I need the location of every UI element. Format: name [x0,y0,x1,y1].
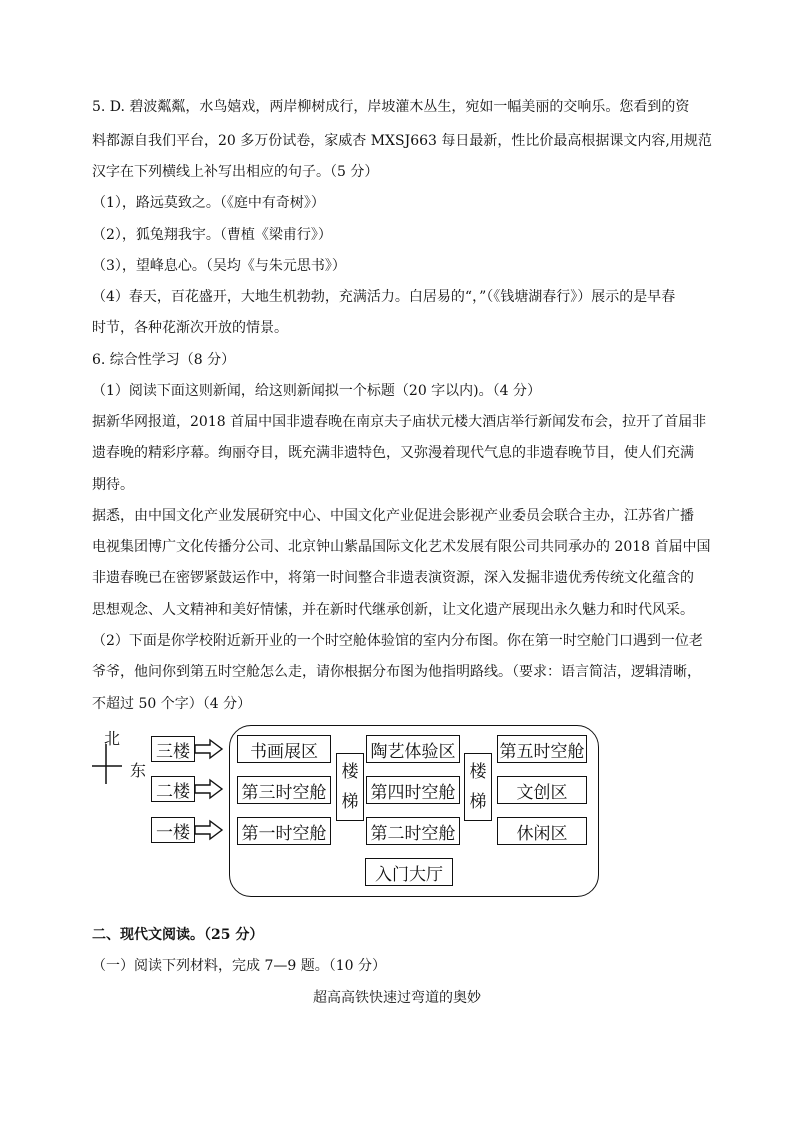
floor-1-label: 一楼 [151,817,195,843]
stairs-left-char-1: 楼 [341,762,359,782]
q6-news-p2-l1: 据悉，由中国文化产业发展研究中心、中国文化产业促进会影视产业委员会联合主办，江苏省广播 [92,508,694,524]
q5-line-1: 5. D. 碧波粼粼，水鸟嬉戏，两岸柳树成行，岸坡灌木丛生，宛如一幅美丽的交响乐。您看到的资 [92,99,690,115]
q6-sub2-l2: 爷爷，他问你到第五时空舱怎么走，请你根据分布图为他指明路线。（要求：语言简洁，逻辑清晰， [92,664,701,680]
stairs-left-char-2: 梯 [341,792,359,812]
compass-east-label: 东 [130,761,147,780]
q6-news-p2-l2: 电视集团博广文化传播分公司、北京钟山紫晶国际文化艺术发展有限公司共同承办的 2018 首届中国 [92,539,711,555]
room-cultural-creative: 文创区 [497,776,587,804]
q5-item-1: （1），路远莫致之。（《庭中有奇树》） [92,195,325,211]
q6-news-p1-l3: 期待。 [92,477,134,493]
q5-item-4b: 时节，各种花渐次开放的情景。 [92,320,288,336]
stairs-right-char-2: 梯 [469,792,487,812]
section-2-heading: 二、现代文阅读。（25 分） [92,927,264,943]
floor-2-arrow-icon [194,778,224,800]
stairs-right-char-1: 楼 [469,762,487,782]
room-capsule-2: 第二时空舱 [366,817,460,845]
q6-news-p1-l1: 据新华网报道，2018 首届中国非遗春晚在南京夫子庙状元楼大酒店举行新闻发布会，拉开了首届非 [92,414,707,430]
compass-north-label: 北 [104,729,121,748]
stairs-right [464,753,492,821]
entrance-hall: 入门大厅 [365,858,453,886]
article-title: 超高高铁快速过弯道的奥妙 [313,990,481,1006]
room-capsule-5: 第五时空舱 [497,735,587,763]
q6-sub2-l1: （2）下面是你学校附近新开业的一个时空舱体验馆的室内分布图。你在第一时空舱门口遇到一位老 [92,633,703,649]
q6-title: 6. 综合性学习（8 分） [92,352,236,368]
q5-item-4a: （4）春天，百花盛开，大地生机勃勃，充满活力。白居易的“，”（《钱塘湖春行》）展示的是早春 [92,289,676,305]
q5-item-2: （2），狐兔翔我宇。（曹植《梁甫行》） [92,227,332,243]
room-leisure: 休闲区 [497,817,587,845]
floor-3-arrow-icon [194,738,224,760]
floor-3-label: 三楼 [151,736,195,762]
q5-line-2: 料都源自我们平台，20 多万份试卷，家威杏 MXSJ663 每日最新，性比价最高根据课文内容,用规范 [92,133,712,149]
room-capsule-3: 第三时空舱 [237,776,331,804]
q6-sub2-l3: 不超过 50 个字）（4 分） [92,696,252,712]
floor-2-label: 二楼 [151,776,195,802]
floor-1-arrow-icon [194,819,224,841]
room-pottery: 陶艺体验区 [366,735,460,763]
room-calligraphy-painting: 书画展区 [237,735,331,763]
q6-news-p2-l3: 非遗春晚已在密锣紧鼓运作中，将第一时间整合非遗表演资源，深入发掘非遗优秀传统文化蕴含的 [92,570,694,586]
q6-news-p1-l2: 遗春晚的精彩序幕。绚丽夺目，既充满非遗特色，又弥漫着现代气息的非遗春晚节目，使人们充满 [92,445,694,461]
room-capsule-4: 第四时空舱 [366,776,460,804]
q5-line-3: 汉字在下列横线上补写出相应的句子。（5 分） [92,164,379,180]
q6-sub1: （1）阅读下面这则新闻，给这则新闻拟一个标题（20 字以内)。（4 分） [92,383,541,399]
stairs-left [336,753,364,821]
section-2-part-1: （一）阅读下列材料，完成 7—9 题。（10 分） [92,958,386,974]
q5-item-3: （3），望峰息心。（吴均《与朱元思书》） [92,258,346,274]
q6-news-p2-l4: 思想观念、人文精神和美好情愫，并在新时代继承创新，让文化遗产展现出永久魅力和时代风采。 [92,602,694,618]
room-capsule-1: 第一时空舱 [237,817,331,845]
